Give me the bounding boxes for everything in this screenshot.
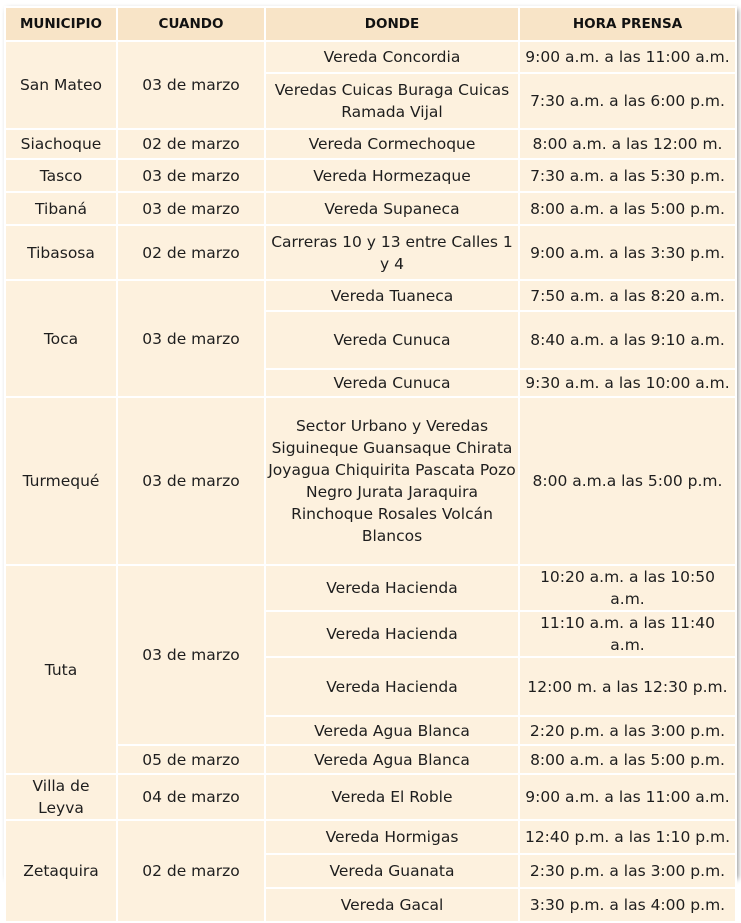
hora-cell: 9:00 a.m. a las 11:00 a.m.: [519, 41, 736, 73]
donde-cell: Vereda Hormezaque: [265, 159, 519, 192]
cuando-cell: 03 de marzo: [117, 159, 265, 192]
donde-cell: Vereda Tuaneca: [265, 280, 519, 311]
cuando-cell: 05 de marzo: [117, 745, 265, 774]
donde-cell: Vereda Cunuca: [265, 311, 519, 369]
table-row: [5, 397, 736, 565]
hora-cell: 9:30 a.m. a las 10:00 a.m.: [519, 369, 736, 397]
municipio-cell: Siachoque: [5, 129, 117, 159]
municipio-cell: San Mateo: [5, 41, 117, 129]
header-row: [5, 7, 736, 41]
cuando-cell: 04 de marzo: [117, 774, 265, 820]
header-hora: HORA PRENSA: [519, 7, 736, 41]
donde-cell: Vereda Hacienda: [265, 657, 519, 716]
cuando-cell: 02 de marzo: [117, 129, 265, 159]
hora-cell: 12:00 m. a las 12:30 p.m.: [519, 657, 736, 716]
table-row: [5, 565, 736, 611]
table-row: [5, 280, 736, 311]
donde-cell: Vereda Agua Blanca: [265, 716, 519, 745]
donde-cell: Carreras 10 y 13 entre Calles 1 y 4: [265, 225, 519, 280]
municipio-cell: Tuta: [5, 565, 117, 774]
table-row: [5, 225, 736, 280]
hora-cell: 11:10 a.m. a las 11:40 a.m.: [519, 611, 736, 657]
municipio-cell: Tibasosa: [5, 225, 117, 280]
municipio-cell: Tasco: [5, 159, 117, 192]
donde-cell: Vereda Concordia: [265, 41, 519, 73]
cuando-cell: 03 de marzo: [117, 41, 265, 129]
municipio-cell: Turmequé: [5, 397, 117, 565]
cuando-cell: 03 de marzo: [117, 192, 265, 225]
donde-cell: Vereda Supaneca: [265, 192, 519, 225]
hora-cell: 3:30 p.m. a las 4:00 p.m.: [519, 888, 736, 922]
donde-cell: Veredas Cuicas Buraga Cuicas Ramada Vijal: [265, 73, 519, 129]
donde-cell: Vereda Hormigas: [265, 820, 519, 854]
hora-cell: 7:30 a.m. a las 5:30 p.m.: [519, 159, 736, 192]
table-row: [5, 129, 736, 159]
hora-cell: 2:20 p.m. a las 3:00 p.m.: [519, 716, 736, 745]
donde-cell: Vereda Hacienda: [265, 565, 519, 611]
schedule-body: [5, 41, 736, 922]
municipio-cell: Villa de Leyva: [5, 774, 117, 820]
table-row: [5, 192, 736, 225]
hora-cell: 7:50 a.m. a las 8:20 a.m.: [519, 280, 736, 311]
table-row: [5, 774, 736, 820]
donde-cell: Vereda Hacienda: [265, 611, 519, 657]
hora-cell: 8:40 a.m. a las 9:10 a.m.: [519, 311, 736, 369]
schedule-frame: [4, 6, 735, 914]
hora-cell: 8:00 a.m. a las 5:00 p.m.: [519, 745, 736, 774]
hora-cell: 8:00 a.m. a las 5:00 p.m.: [519, 192, 736, 225]
cuando-cell: 03 de marzo: [117, 280, 265, 397]
hora-cell: 9:00 a.m. a las 3:30 p.m.: [519, 225, 736, 280]
header-cuando: CUANDO: [117, 7, 265, 41]
municipio-cell: Tibaná: [5, 192, 117, 225]
schedule-table: [4, 6, 737, 923]
table-row: [5, 159, 736, 192]
donde-cell: Sector Urbano y Veredas Siguineque Guansaque Chirata Joyagua Chiquirita Pascata Pozo Negro Jurata Jaraquira Rinchoque Rosales Volcán Blancos: [265, 397, 519, 565]
cuando-cell: 02 de marzo: [117, 820, 265, 922]
hora-cell: 8:00 a.m. a las 12:00 m.: [519, 129, 736, 159]
hora-cell: 9:00 a.m. a las 11:00 a.m.: [519, 774, 736, 820]
cuando-cell: 03 de marzo: [117, 565, 265, 745]
municipio-cell: Toca: [5, 280, 117, 397]
hora-cell: 12:40 p.m. a las 1:10 p.m.: [519, 820, 736, 854]
donde-cell: Vereda Cunuca: [265, 369, 519, 397]
donde-cell: Vereda Agua Blanca: [265, 745, 519, 774]
municipio-cell: Zetaquira: [5, 820, 117, 922]
donde-cell: Vereda Guanata: [265, 854, 519, 888]
hora-cell: 8:00 a.m.a las 5:00 p.m.: [519, 397, 736, 565]
donde-cell: Vereda Cormechoque: [265, 129, 519, 159]
cuando-cell: 03 de marzo: [117, 397, 265, 565]
hora-cell: 7:30 a.m. a las 6:00 p.m.: [519, 73, 736, 129]
hora-cell: 10:20 a.m. a las 10:50 a.m.: [519, 565, 736, 611]
table-row: [5, 820, 736, 854]
table-row: [5, 41, 736, 73]
donde-cell: Vereda Gacal: [265, 888, 519, 922]
hora-cell: 2:30 p.m. a las 3:00 p.m.: [519, 854, 736, 888]
header-donde: DONDE: [265, 7, 519, 41]
cuando-cell: 02 de marzo: [117, 225, 265, 280]
header-municipio: MUNICIPIO: [5, 7, 117, 41]
donde-cell: Vereda El Roble: [265, 774, 519, 820]
